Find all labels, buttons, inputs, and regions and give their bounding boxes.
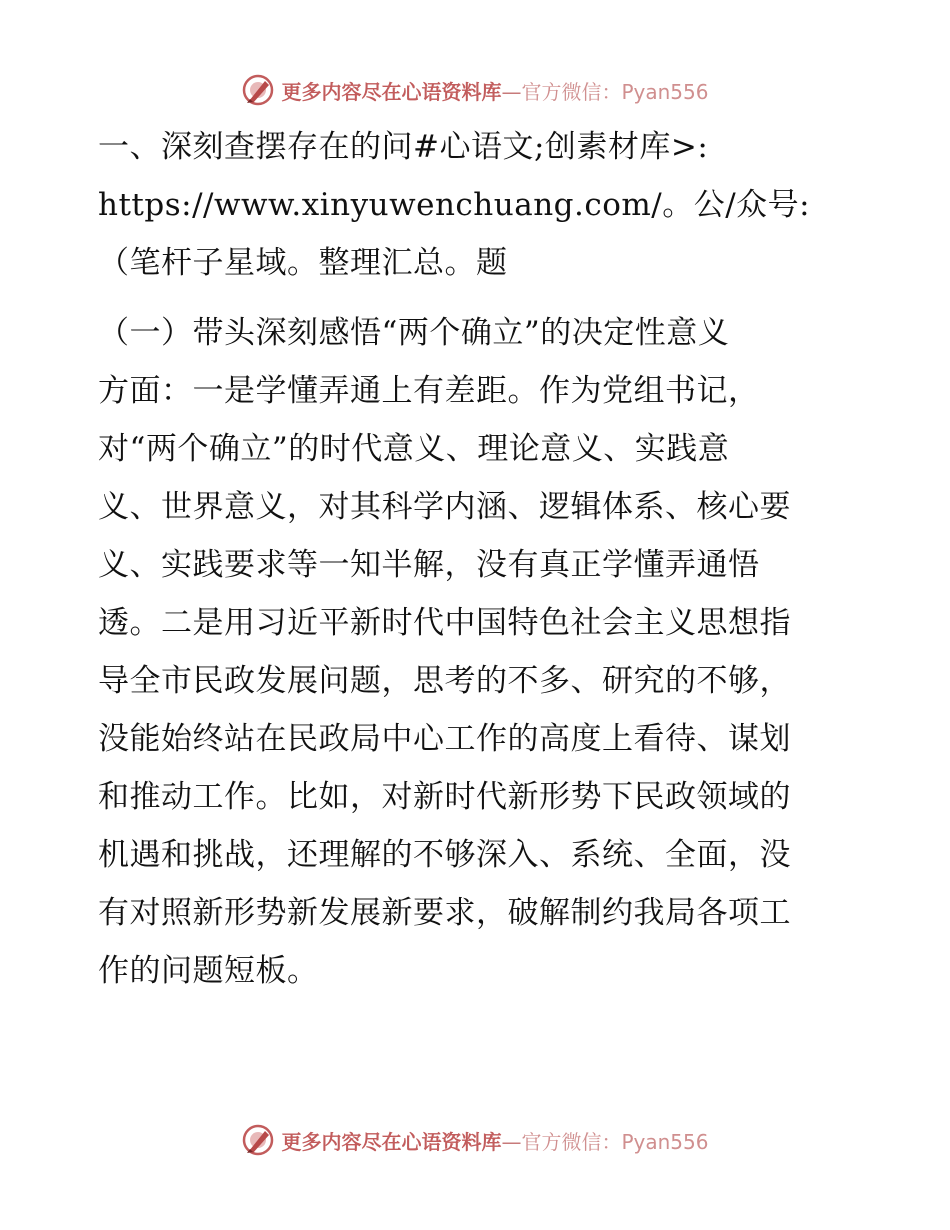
paragraph-line: 义、实践要求等一知半解，没有真正学懂弄通悟	[98, 547, 760, 583]
paragraph-line: 作的问题短板。	[98, 953, 319, 989]
watermark-separator: —	[501, 79, 522, 104]
paragraph-line: 透。二是用习近平新时代中国特色社会主义思想指	[98, 605, 791, 641]
paragraph-line: 方面：一是学懂弄通上有差距。作为党组书记，	[98, 373, 760, 409]
paragraph-line: 导全市民政发展问题，思考的不多、研究的不够，	[98, 663, 791, 699]
paragraph-line: 义、世界意义，对其科学内涵、逻辑体系、核心要	[98, 489, 791, 525]
heading-line: https://www.xinyuwenchuang.com/。公/众号:	[98, 187, 811, 223]
paragraph-line: 和推动工作。比如，对新时代新形势下民政领域的	[98, 779, 791, 815]
heading-line: 一、深刻查摆存在的问#心语文;创素材库>:	[98, 129, 709, 165]
pen-logo-icon	[241, 73, 275, 107]
paragraph-line: 没能始终站在民政局中心工作的高度上看待、谋划	[98, 721, 791, 757]
watermark-separator: —	[501, 1129, 522, 1154]
header-watermark	[0, 72, 950, 108]
footer-watermark	[0, 1122, 950, 1158]
paragraph-line: 对“两个确立”的时代意义、理论意义、实践意	[98, 431, 730, 467]
heading-line: （笔杆子星域。整理汇总。题	[98, 245, 508, 281]
watermark-wechat: 官方微信：Pyan556	[521, 79, 709, 104]
pen-logo-icon	[241, 1123, 275, 1157]
watermark-wechat: 官方微信：Pyan556	[521, 1129, 709, 1154]
watermark-brand: 更多内容尽在心语资料库	[281, 79, 502, 104]
paragraph-line: 有对照新形势新发展新要求，破解制约我局各项工	[98, 895, 791, 931]
paragraph-line: 机遇和挑战，还理解的不够深入、系统、全面，没	[98, 837, 791, 873]
watermark-brand: 更多内容尽在心语资料库	[281, 1129, 502, 1154]
paragraph-line: （一）带头深刻感悟“两个确立”的决定性意义	[98, 315, 730, 351]
document-body	[98, 118, 858, 1000]
